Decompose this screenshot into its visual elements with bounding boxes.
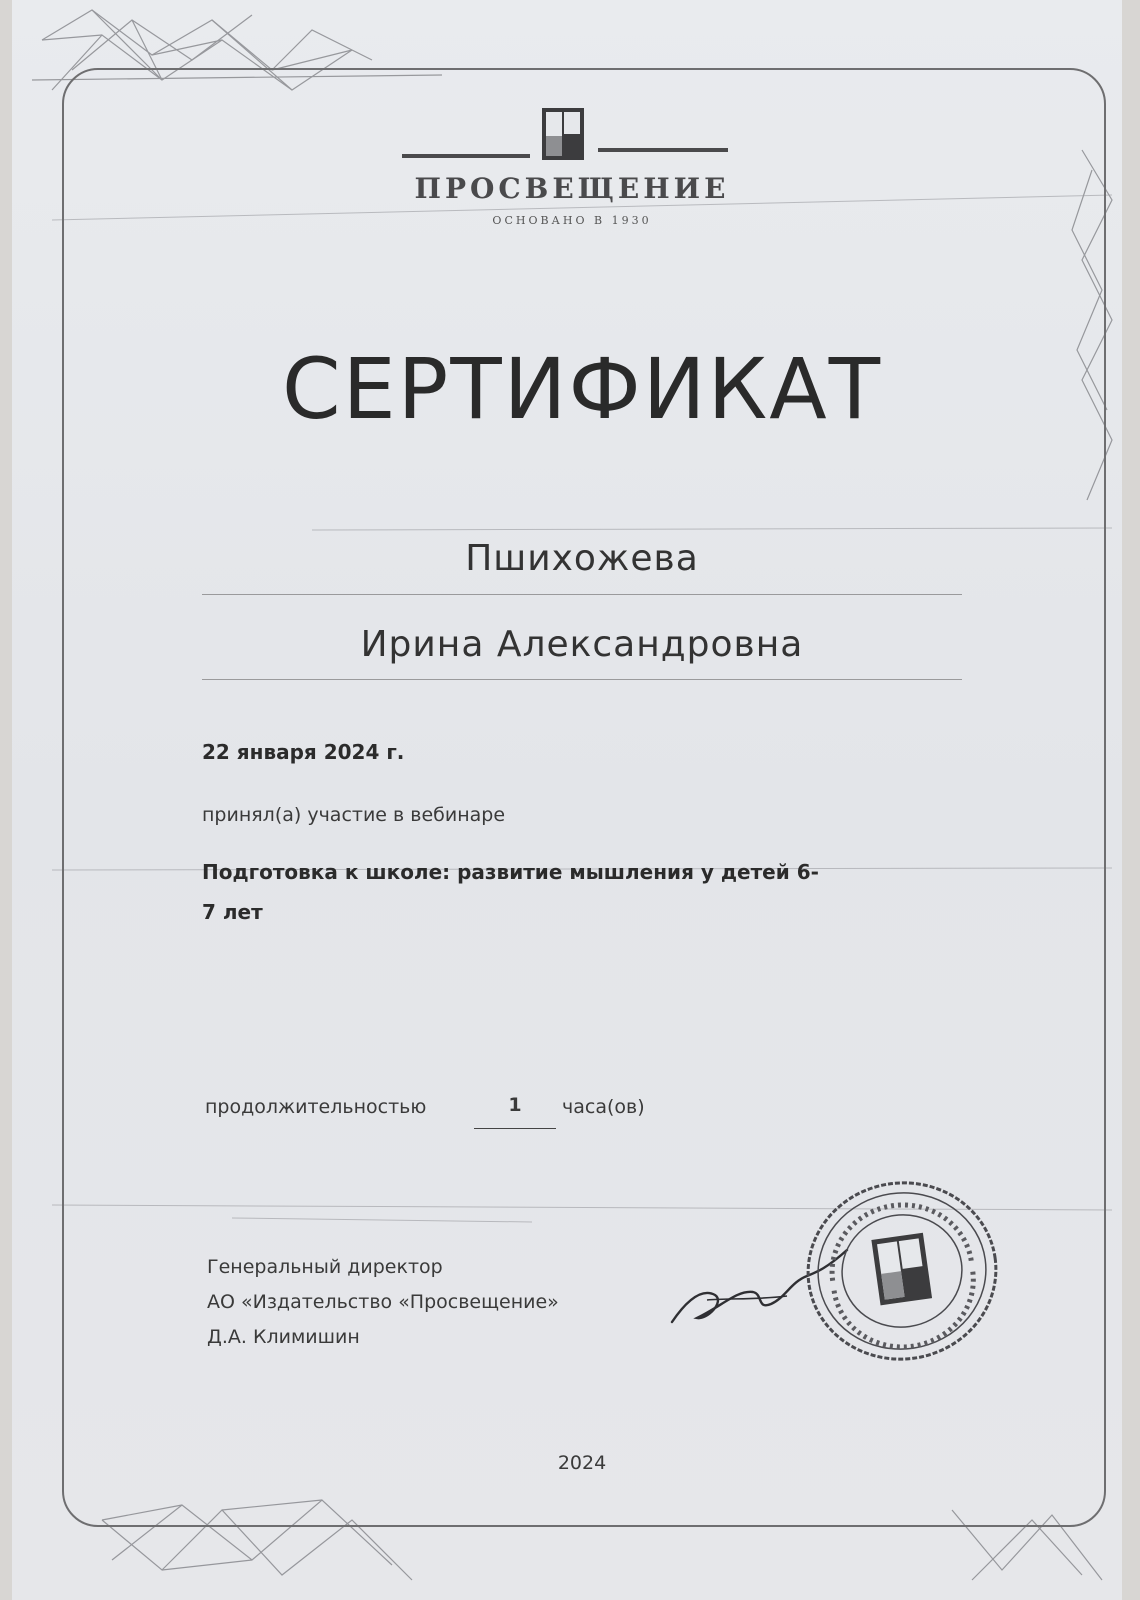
- duration-unit: часа(ов): [562, 1096, 645, 1118]
- emblem-icon: [402, 108, 742, 168]
- publisher-name: ПРОСВЕЩЕНИЕ: [414, 172, 730, 205]
- company-stamp: [802, 1176, 1002, 1366]
- surname-underline: [202, 594, 962, 595]
- recipient-given-names: Ирина Александровна: [360, 624, 804, 665]
- duration-label: продолжительностью: [205, 1096, 427, 1118]
- signatory-position: Генеральный директор: [207, 1256, 443, 1278]
- given-names-underline: [202, 679, 962, 680]
- participation-text: принял(а) участие в вебинаре: [202, 804, 506, 826]
- founded-year: ОСНОВАНО В 1930: [492, 214, 652, 227]
- publisher-logo: [402, 108, 742, 238]
- certificate-year: 2024: [557, 1452, 607, 1474]
- event-date: 22 января 2024 г.: [202, 740, 405, 764]
- webinar-title-line2: 7 лет: [202, 900, 263, 924]
- duration-underline: [474, 1128, 556, 1129]
- certificate-title: СЕРТИФИКАТ: [281, 340, 883, 438]
- signatory-company: АО «Издательство «Просвещение»: [207, 1291, 559, 1313]
- recipient-surname: Пшихожева: [465, 538, 699, 579]
- duration-value: 1: [508, 1094, 522, 1116]
- signatory-name: Д.А. Климишин: [207, 1326, 360, 1348]
- webinar-title-line1: Подготовка к школе: развитие мышления у детей 6-: [202, 860, 819, 884]
- certificate-sheet: [12, 0, 1122, 1600]
- signatory-block: [207, 1250, 559, 1355]
